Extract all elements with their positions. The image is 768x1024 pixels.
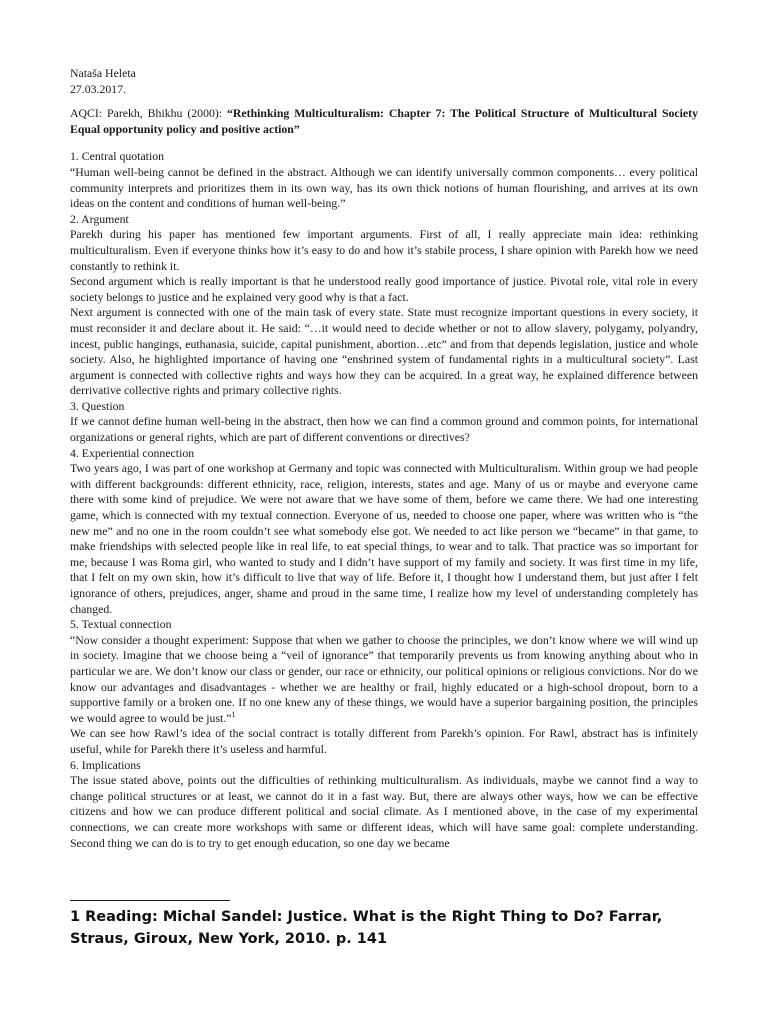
- experiential-text: Two years ago, I was part of one workshop at Germany and topic was connected with Multiculturalism. Within group we had people with different backgrounds: different ethnicity, race, religion, interests, states and age. Many of us or maybe and everyone came there with some kind of prejudice. We were not aware that we have some of them, before we came there. We had one interesting game, which is connected with my textual connection. Everyone of us, needed to choose one paper, where was written who is “the new me” and no one in the room couldn’t see what somebody else got. We needed to act like person we “became” in that game, to make friendships with selected people like in real life, to eat special things, to wear and to talk. That practice was so important for me, because I was Roma girl, who wanted to study and I didn’t have support of my family and society. It was first time in my life, that I felt on my own skin, how it’s difficult to live that way of life. Before it, I thought how I understand them, but just after I felt ignorance of others, prejudices, anger, shame and proud in the same time, I realize how my level of understanding completely has changed.: [70, 461, 698, 616]
- argument-paragraph: Next argument is connected with one of the main task of every state. State must recognize important questions in every society, it must reconsider it and declare about it. He said: “…it would need to decide whether or not to allow slavery, polygamy, polyandry, incest, public hangings, euthanasia, suicide, capital punishment, abortion…etc” and from that depends legislation, justice and whole society. Also, he highlighted importance of having one “enshrined system of fundamental rights in a multicultural society”. Last argument is connected with collective rights and ways how they can be acquired. In a great way, he explained difference between derrivative collective rights and primary collective rights.: [70, 305, 698, 398]
- author-name: Nataša Heleta: [70, 66, 136, 80]
- question-text: If we cannot define human well-being in the abstract, then how we can find a common ground and common points, for international organizations or general rights, which are part of different conventions or directives?: [70, 414, 698, 445]
- section-heading-central-quotation: 1. Central quotation: [70, 149, 165, 164]
- document-body: [70, 66, 698, 851]
- citation: [70, 106, 698, 137]
- textual-quote: [70, 633, 698, 727]
- textual-quote-text: “Now consider a thought experiment: Suppose that when we gather to choose the principles, we don’t know where we will wind up in society. Imagine that we choose being a “veil of ignorance” that temporarily prevents us from knowing anything about who in particular we are. We don’t know our class or gender, our race or ethnicity, our political opinions or religious convictions. Nor do we know our advantages and disadvantages - whether we are healthy or frail, highly educated or a high-school dropout, born to a supportive family or a broken one. If no one knew any of these things, we would have a superior bargaining position, the principles we would agree to would be just.”: [70, 632, 698, 725]
- central-quotation-text: “Human well-being cannot be defined in the abstract. Although we can identify universally common components… every political community interprets and prioritizes them in its own way, has its own thick notions of human flourishing, and arrives at its own ideas on the content and conditions of human well-being.”: [70, 164, 698, 211]
- implications-text: The issue stated above, points out the difficulties of rethinking multiculturalism. As individuals, maybe we cannot find a way to change political structures or at least, we cannot do it in a fast way. But, there are always other ways, how we can be effective citizens and how we can produce different political and social climate. As I mentioned above, in the case of my experimental connections, we can create more workshops with same or different ideas, which will have same goal: complete understanding. Second thing we can do is to try to get enough education, so one day we became: [70, 773, 698, 850]
- citation-prefix: AQCI: Parekh, Bhikhu (2000):: [70, 106, 227, 121]
- section-heading-argument: 2. Argument: [70, 211, 129, 226]
- document-date: 27.03.2017.: [70, 81, 127, 96]
- argument-paragraph: Second argument which is really important is that he understood really good importance of justice. Pivotal role, vital role in every society belongs to justice and he explained very good why is that a fact.: [70, 274, 698, 304]
- footnote-divider: [70, 900, 230, 901]
- citation-title: “Rethinking Multiculturalism: Chapter 7: The Political Structure of Multicultural Society Equal opportunity policy and positive action”: [70, 106, 698, 136]
- section-heading-question: 3. Question: [70, 398, 125, 413]
- argument-paragraph: Parekh during his paper has mentioned few important arguments. First of all, I really appreciate main idea: rethinking multiculturalism. Even if everyone thinks how it’s easy to do and how it’s stabile process, I share opinion with Parekh how we need constantly to rethink it.: [70, 227, 698, 273]
- textual-commentary: We can see how Rawl’s idea of the social contract is totally different from Parekh’s opinion. For Rawl, abstract has is infinitely useful, while for Parekh there it’s useless and harmful.: [70, 726, 698, 756]
- section-heading-implications: 6. Implications: [70, 757, 141, 772]
- section-heading-textual: 5. Textual connection: [70, 617, 172, 632]
- section-heading-experiential: 4. Experiential connection: [70, 445, 195, 460]
- footnote-text: 1 Reading: Michal Sandel: Justice. What is the Right Thing to Do? Farrar, Straus, Giroux, New York, 2010. p. 141: [70, 909, 663, 947]
- footnote-reference[interactable]: 1: [231, 709, 236, 719]
